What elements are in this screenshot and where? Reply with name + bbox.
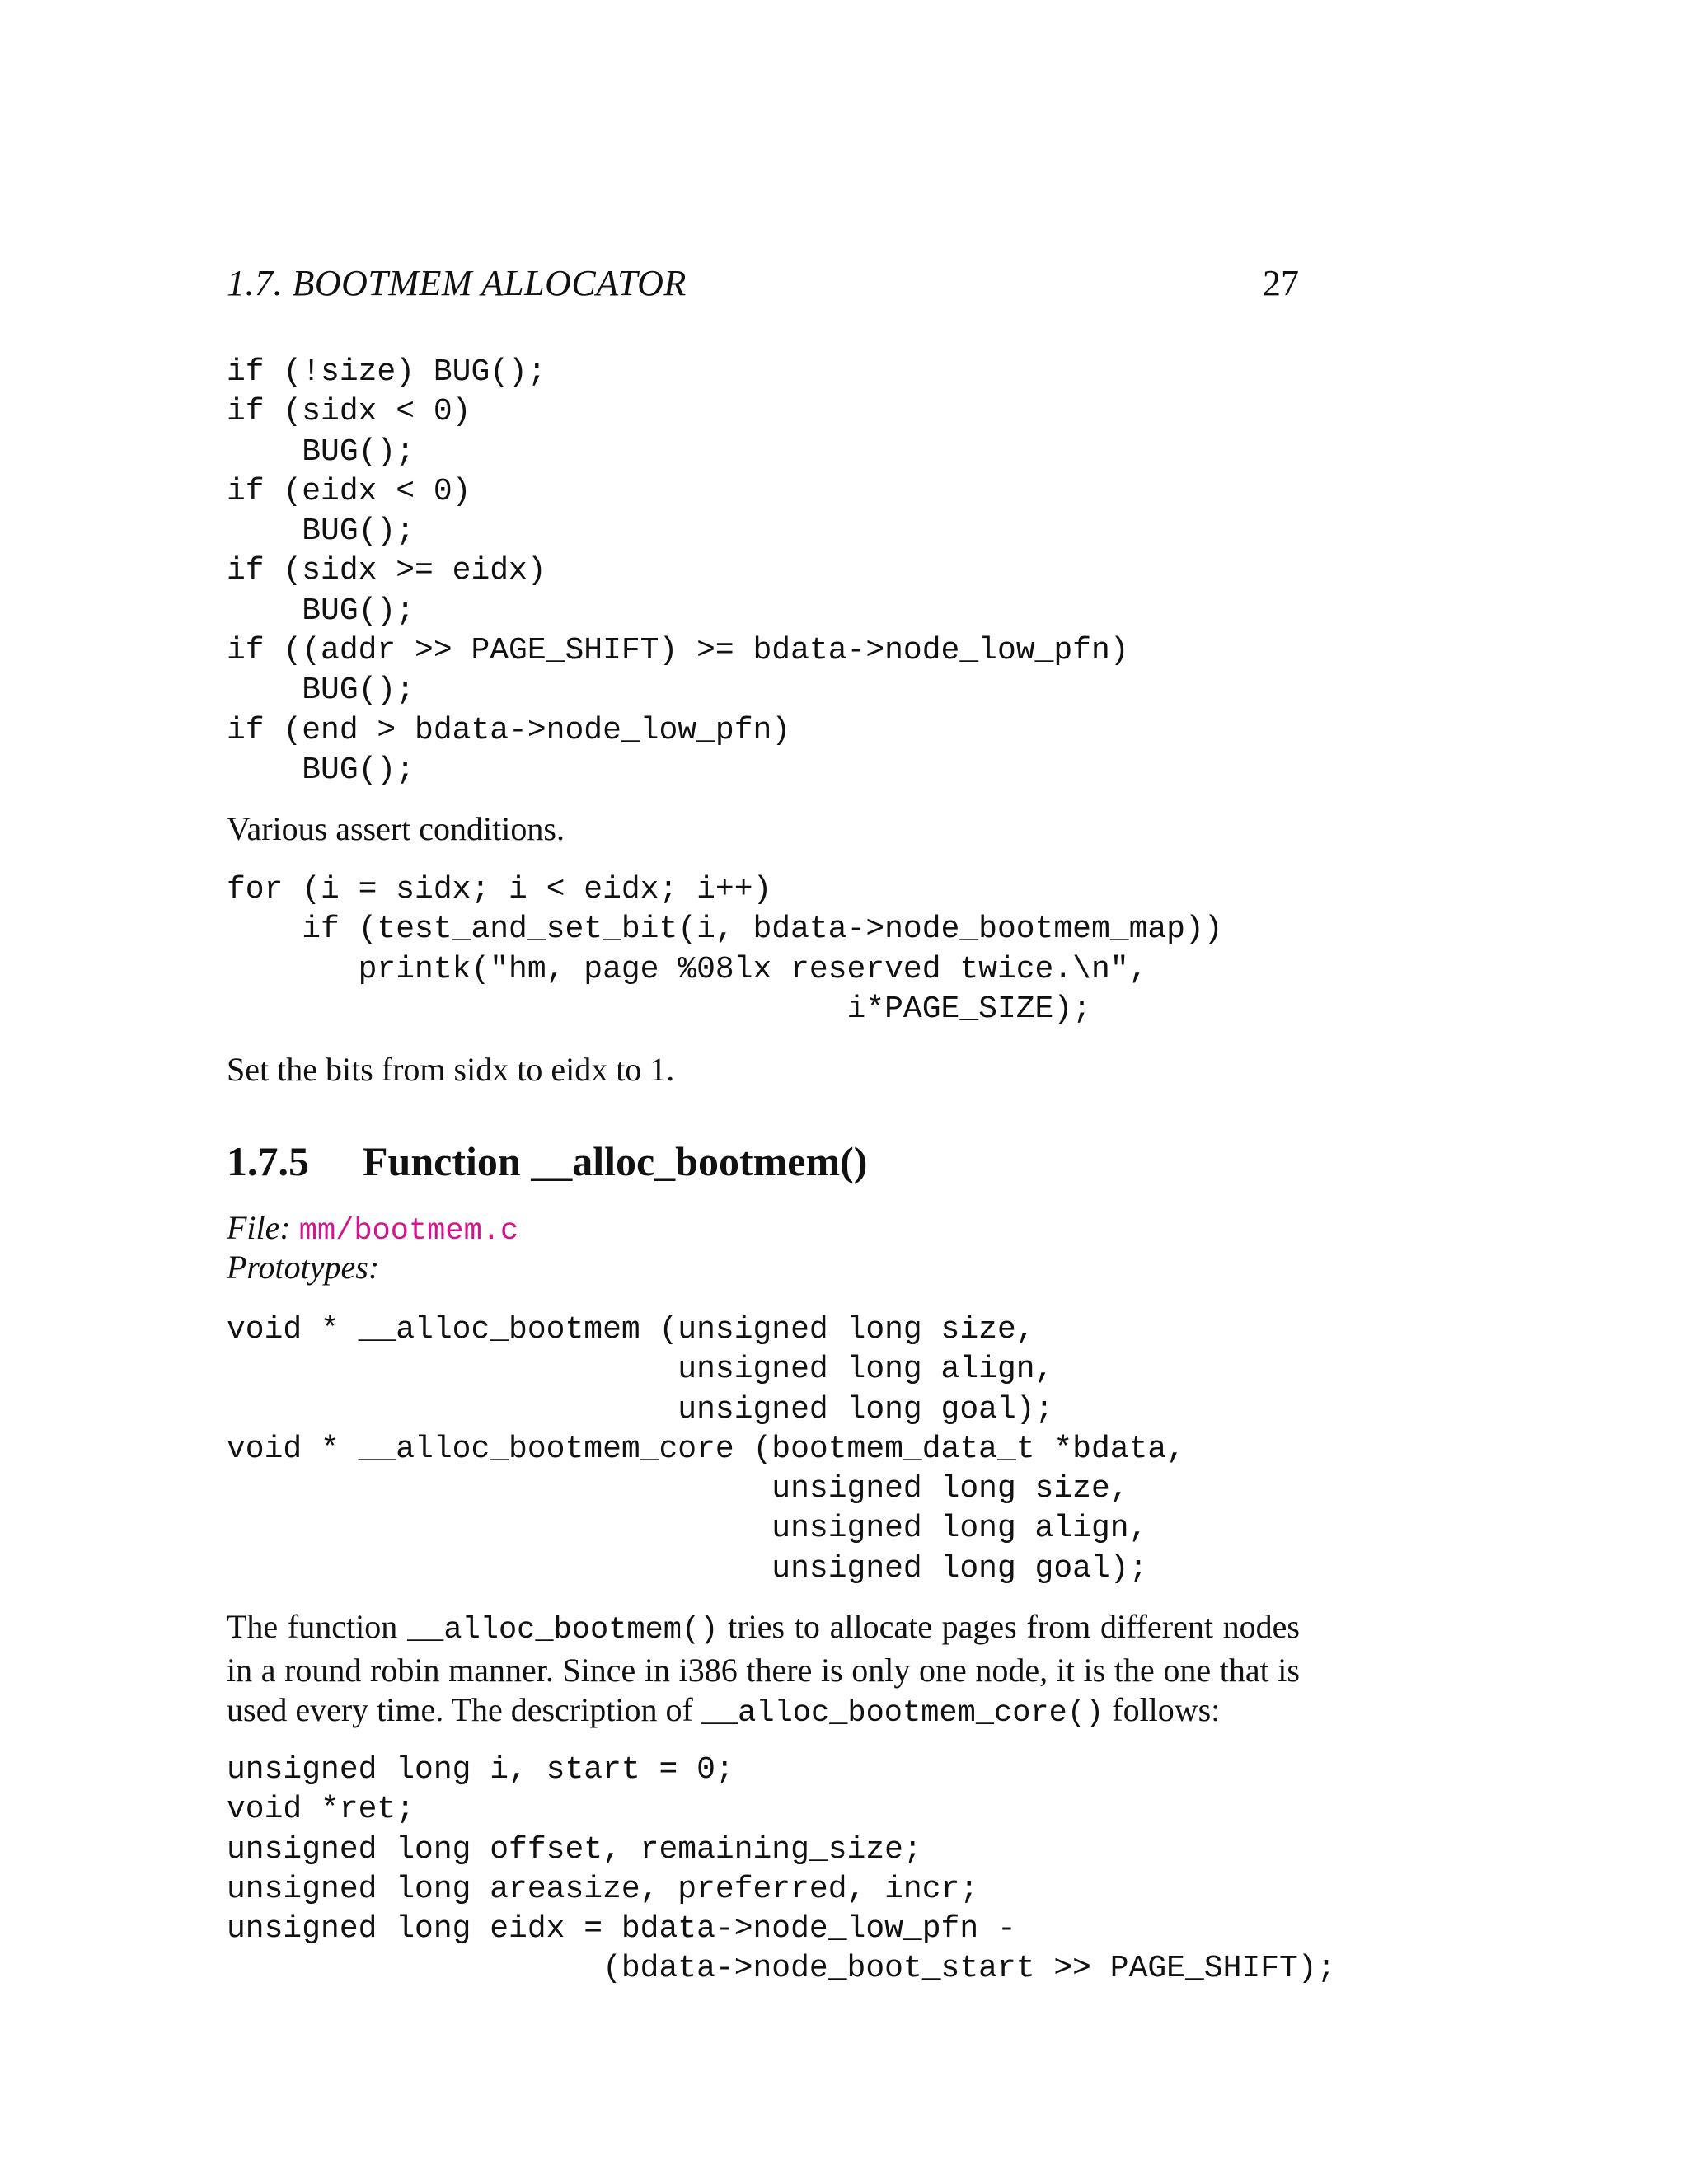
code-block-assertions: if (!size) BUG(); if (sidx < 0) BUG(); if (eidx < 0) BUG(); if (sidx >= eidx) BUG(); if ((addr >> PAGE_SHIFT) >= bdata->node_low_pfn) BUG(); if (end > bdata->node_low_pfn) BUG(); — [227, 354, 1129, 788]
text-run: tries to allocate pages from different nodes in a round robin manner. Since in i386 there is only one node, it is the one that is used every time. The description of — [227, 1608, 1300, 1729]
inline-code-alloc-bootmem-core: __alloc_bootmem_core() — [701, 1696, 1104, 1732]
inline-code-alloc-bootmem: __alloc_bootmem() — [406, 1613, 719, 1647]
running-header-section: 1.7. BOOTMEM ALLOCATOR — [227, 263, 687, 303]
code-block-set-bits-loop: for (i = sidx; i < eidx; i++) if (test_and_set_bit(i, bdata->node_bootmem_map)) printk("hm, page %08lx reserved twice.\n", i*PAGE_SIZE); — [227, 872, 1223, 1027]
prototypes-label: Prototypes: — [227, 1249, 380, 1286]
section-title: Function __alloc_bootmem() — [363, 1138, 868, 1184]
section-heading — [227, 1137, 867, 1185]
file-reference — [227, 1208, 518, 1251]
file-label: File: — [227, 1209, 291, 1246]
text-run: The function — [227, 1608, 407, 1645]
text-run: follows: — [1104, 1691, 1221, 1729]
paragraph-set-bits: Set the bits from sidx to eidx to 1. — [227, 1051, 675, 1088]
section-number: 1.7.5 — [227, 1138, 309, 1184]
code-block-declarations: unsigned long i, start = 0; void *ret; unsigned long offset, remaining_size; unsigned long areasize, preferred, incr; unsigned long eidx = bdata->node_low_pfn - (bdata->node_boot_start >> PAGE_SHIFT); — [227, 1752, 1336, 1987]
file-path-link[interactable]: mm/bootmem.c — [298, 1214, 519, 1249]
page-number: 27 — [1263, 263, 1299, 303]
paragraph-alloc-bootmem-description — [227, 1607, 1300, 1734]
paragraph-assert-conditions: Various assert conditions. — [227, 810, 565, 847]
code-block-prototypes: void * __alloc_bootmem (unsigned long size, unsigned long align, unsigned long goal); void * __alloc_bootmem_core (bootmem_data_t *bdata, unsigned long size, unsigned long align, unsigned long goal); — [227, 1312, 1185, 1586]
